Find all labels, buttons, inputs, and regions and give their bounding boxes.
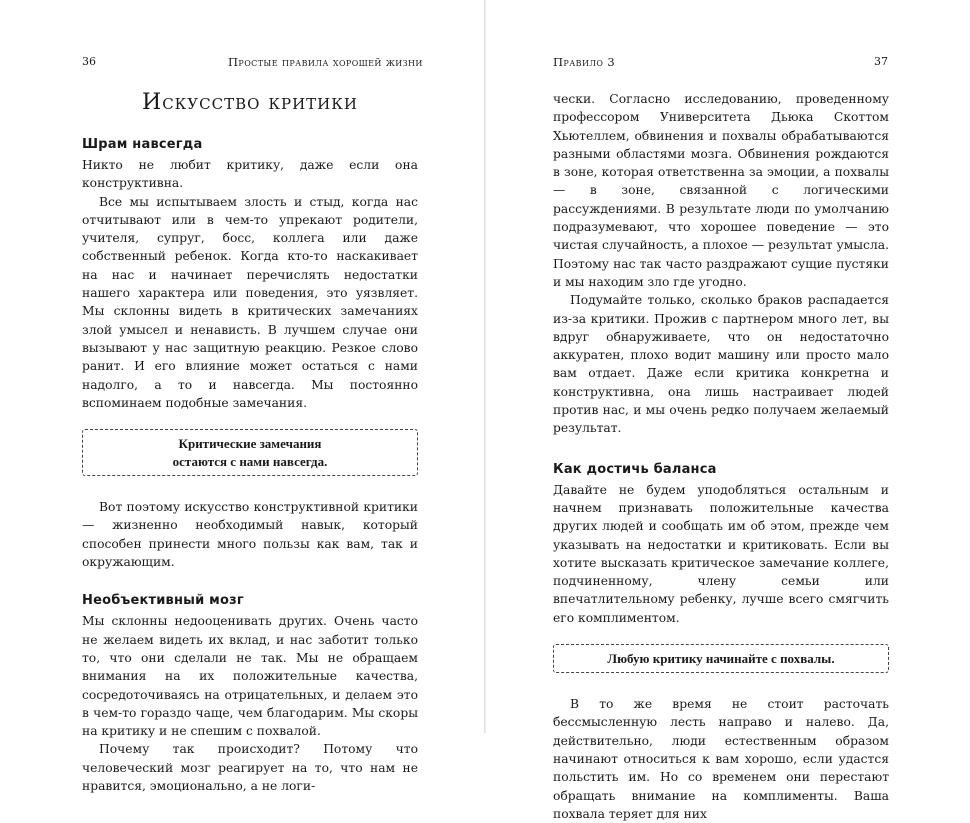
paragraph: Давайте не будем уподобляться остальным и начнем признавать положительные качества других людей и сообщать им об этом, прежде чем указывать на недостатки и критиковать. Если вы хотите высказать критическое замечание коллеге, подчиненному, члену семьи или впечатлительному ребенку, лучше всего смягчить его комплиментом. — [553, 482, 889, 625]
paragraph: Все мы испытываем злость и стыд, когда нас отчитывают или в чем-то упрекают родители, учителя, супруг, босс, коллега или даже собственный ребенок. Когда кто-то наскакивает на нас и начинает перечислять недостатки нашего характера или поведения, это уязвляет. Мы склонны видеть в критических замечаниях злой умысел и ненависть. В лучшем случае они вызывают у нас защитную реакцию. Резкое слово ранит. И его влияние может остаться с нами надолго, а то и навсегда. Мы постоянно вспоминаем подобные замечания. — [82, 194, 418, 410]
callout-line: Критические замечания — [178, 436, 322, 452]
paragraph: чески. Согласно исследованию, проведенному профессором Университета Дьюка Скоттом Хьютеллем, обвинения и похвалы обрабатываются разными областями мозга. Обвинения рождаются в зоне, которая ответственна за эмоции, а похвалы — в зоне, связанной с логическими рассуждениями. В результате люди по умолчанию подразумевают, что хорошее поведение — это чистая случайность, а плохое — результат умысла. Поэтому нас так часто раздражают сущие пустяки и мы находим зло где угодно. — [553, 92, 889, 289]
left-running-head: Простые правила хорошей жизни — [228, 55, 423, 69]
callout-box — [82, 429, 418, 476]
paragraph: Мы склонны недооценивать других. Очень часто не желаем видеть их вклад, и нас заботит только то, что они сделали не так. Мы не обращаем внимания на их положительные качества, сосредоточиваясь на отрицательных, и делаем это в чем-то гораздо чаще, чем благодарим. Мы скоры на критику и не спешим с похвалой. — [82, 614, 418, 739]
right-page — [486, 0, 970, 821]
paragraph: Никто не любит критику, даже если она конструктивна. — [82, 158, 418, 191]
left-page-number: 36 — [82, 55, 96, 68]
paragraph: Почему так происходит? Потому что человеческий мозг реагирует на то, что нам не нравится, эмоционально, а не логи- — [82, 742, 418, 794]
callout-line: Любую критику начинайте с похвалы. — [607, 651, 835, 667]
paragraph: Подумайте только, сколько браков распадается из-за критики. Прожив с партнером много лет, вы вдруг обнаруживаете, что он недостаточно аккуратен, плохо водит машину или просто мало вам отдает. Даже если критика конкретна и конструктивна, она лишь настраивает людей против нас, и мы очень редко получаем желаемый результат. — [553, 293, 889, 436]
paragraph: В то же время не стоит расточать бессмысленную лесть направо и налево. Да, действительно, люди естественным образом начинают относиться к вам хорошо, если удастся польстить им. Но со временем они перестают обращать внимание на комплименты. Ваша похвала теряет для них — [553, 697, 889, 821]
callout-line: остаются с нами навсегда. — [172, 454, 328, 470]
callout-box — [553, 644, 889, 673]
right-page-content — [553, 90, 889, 823]
chapter-title: Искусство критики — [142, 90, 358, 115]
paragraph: Вот поэтому искусство конструктивной критики — жизненно необходимый навык, который способен принести много пользы как вам, так и окружающим. — [82, 500, 418, 570]
left-page — [0, 0, 484, 794]
left-page-content — [82, 90, 418, 795]
section-heading-brain: Необъективный мозг — [82, 593, 244, 609]
right-running-head: Правило 3 — [553, 55, 616, 69]
section-heading-balance: Как достичь баланса — [553, 461, 717, 477]
section-heading-scar: Шрам навсегда — [82, 137, 203, 152]
right-page-number: 37 — [874, 55, 888, 68]
